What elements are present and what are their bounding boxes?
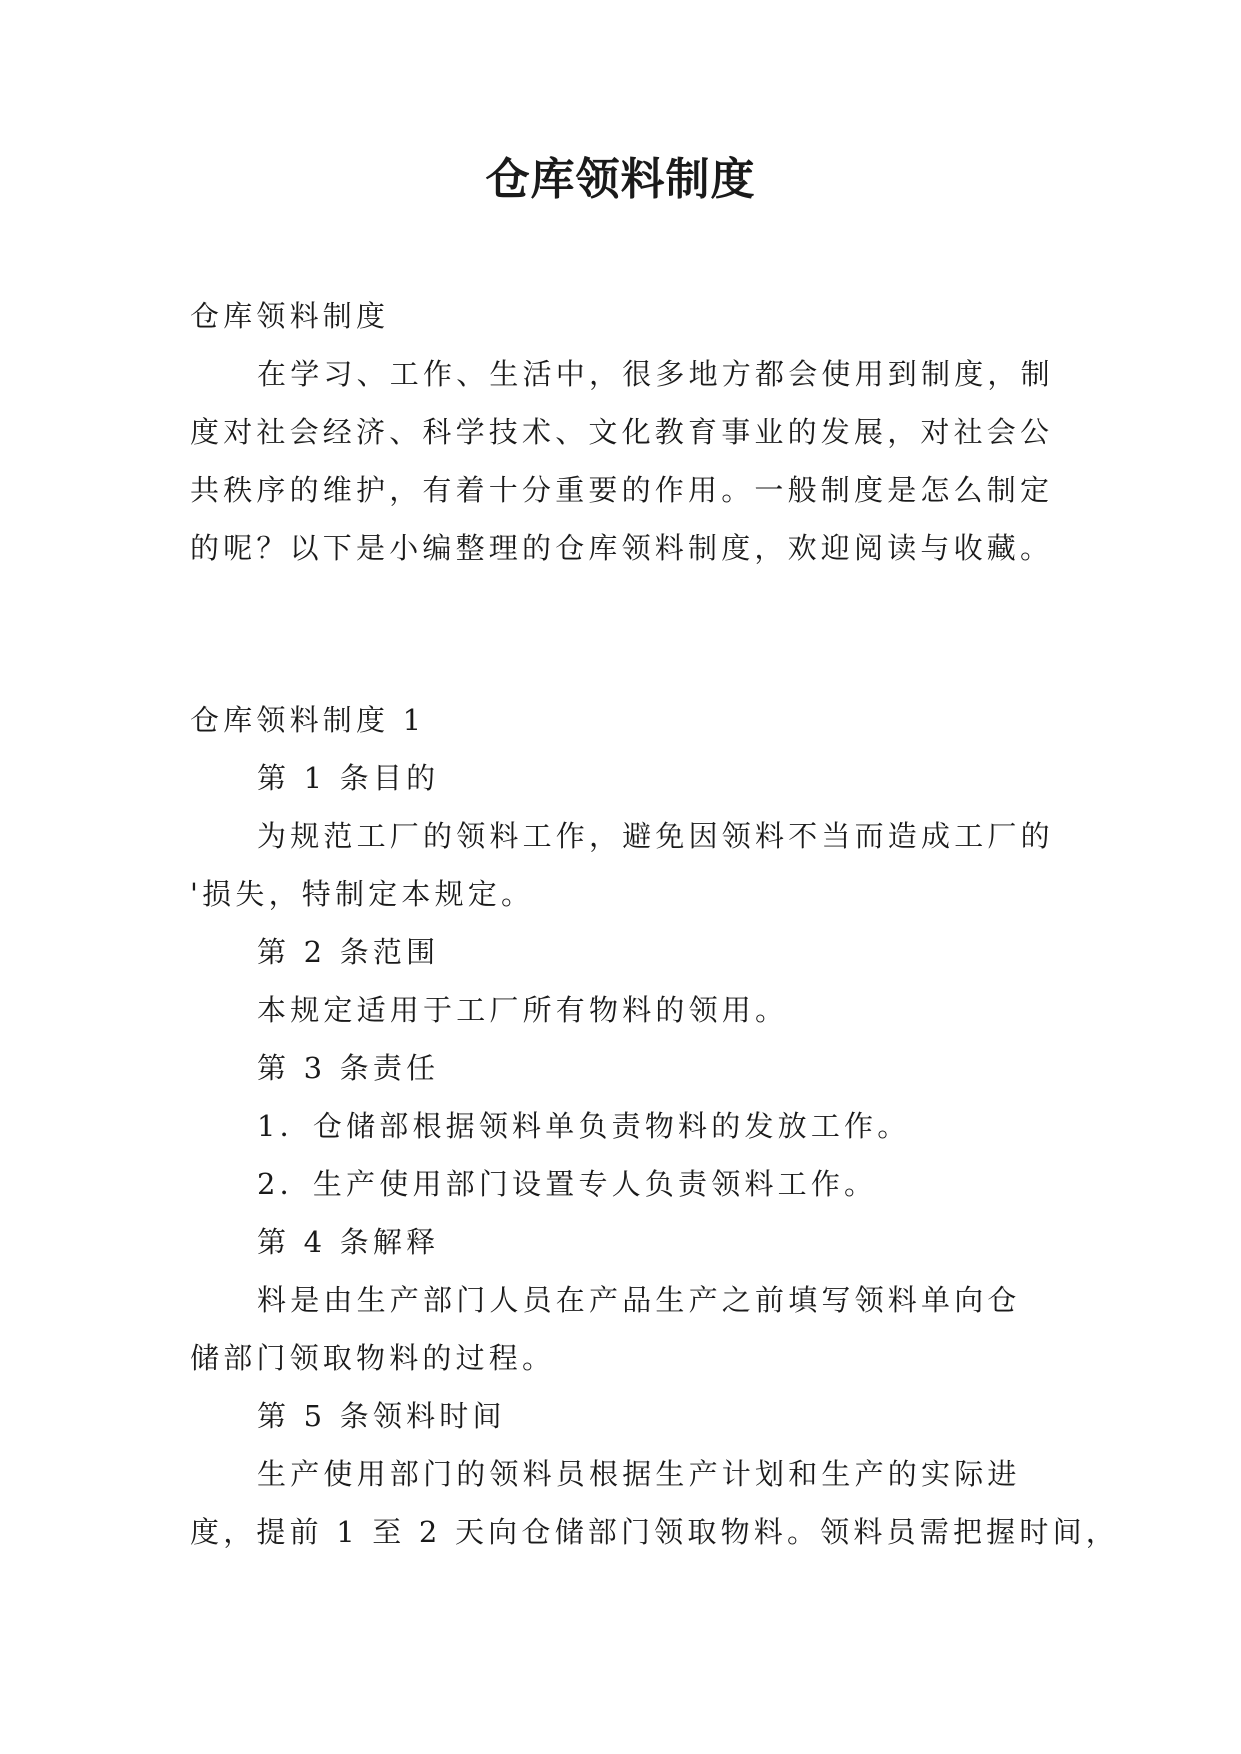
list-item: 2．生产使用部门设置专人负责领料工作。 — [257, 1167, 878, 1201]
paragraph-line: 生产使用部门的领料员根据生产计划和生产的实际进 — [257, 1457, 1021, 1491]
paragraph-line: 料是由生产部门人员在产品生产之前填写领料单向仓 — [257, 1283, 1021, 1317]
document-title: 仓库领料制度 — [485, 154, 756, 205]
intro-paragraph-line: 共秩序的维护，有着十分重要的作用。一般制度是怎么制定 — [190, 473, 1054, 507]
paragraph-line: 储部门领取物料的过程。 — [190, 1341, 556, 1375]
article-heading: 第 1 条目的 — [257, 761, 440, 795]
article-heading: 第 3 条责任 — [257, 1051, 440, 1085]
list-item: 1．仓储部根据领料单负责物料的发放工作。 — [257, 1109, 911, 1143]
intro-heading: 仓库领料制度 — [190, 299, 390, 333]
article-heading: 第 2 条范围 — [257, 935, 440, 969]
section-heading: 仓库领料制度 1 — [190, 703, 426, 737]
article-heading: 第 5 条领料时间 — [257, 1399, 506, 1433]
paragraph-line: 本规定适用于工厂所有物料的领用。 — [257, 993, 789, 1027]
paragraph-line: 为规范工厂的领料工作，避免因领料不当而造成工厂的 — [257, 819, 1054, 853]
intro-paragraph-line: 在学习、工作、生活中，很多地方都会使用到制度，制 — [257, 357, 1054, 391]
paragraph-line: 度，提前 1 至 2 天向仓储部门领取物料。领料员需把握时间， — [190, 1515, 1119, 1549]
paragraph-line: '损失，特制定本规定。 — [190, 877, 535, 911]
intro-paragraph-line: 的呢？以下是小编整理的仓库领料制度，欢迎阅读与收藏。 — [190, 531, 1054, 565]
article-heading: 第 4 条解释 — [257, 1225, 440, 1259]
intro-paragraph-line: 度对社会经济、科学技术、文化教育事业的发展，对社会公 — [190, 415, 1054, 449]
